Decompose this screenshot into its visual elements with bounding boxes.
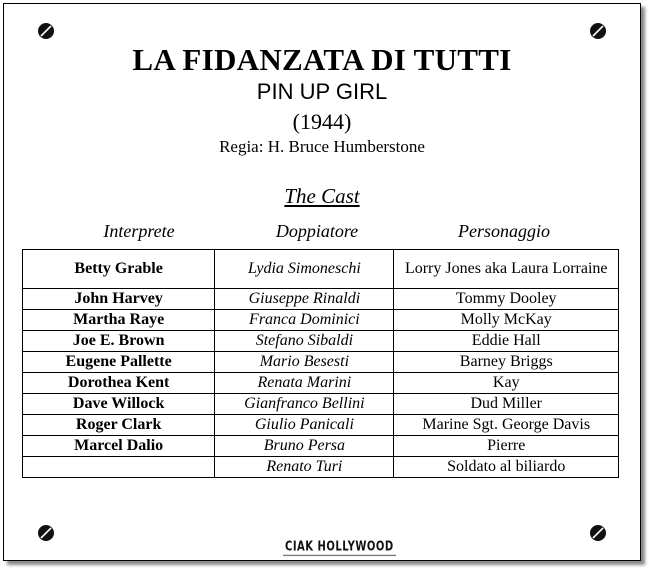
actor-cell: Eugene Pallette [23, 352, 215, 373]
dubber-cell: Bruno Persa [215, 436, 394, 457]
film-title: LA FIDANZATA DI TUTTI [132, 42, 512, 77]
table-row [23, 373, 619, 394]
actor-cell: Betty Grable [23, 250, 215, 289]
dubber-cell: Gianfranco Bellini [215, 394, 394, 415]
dubber-cell: Renato Turi [215, 457, 394, 478]
table-row [23, 250, 619, 289]
column-header-personaggio: Personaggio [458, 221, 550, 241]
table-row [23, 394, 619, 415]
actor-cell: Dave Willock [23, 394, 215, 415]
column-header-interprete: Interprete [103, 221, 175, 241]
table-row [23, 436, 619, 457]
actor-cell: Roger Clark [23, 415, 215, 436]
plaque [3, 3, 641, 561]
dubber-cell: Mario Besesti [215, 352, 394, 373]
dubber-cell: Franca Dominici [215, 310, 394, 331]
dubber-cell: Giuseppe Rinaldi [215, 289, 394, 310]
role-cell: Kay [394, 373, 619, 394]
table-row [23, 289, 619, 310]
actor-cell: Dorothea Kent [23, 373, 215, 394]
role-cell: Eddie Hall [394, 331, 619, 352]
release-year: (1944) [292, 109, 352, 134]
role-cell: Pierre [394, 436, 619, 457]
role-cell: Soldato al biliardo [394, 457, 619, 478]
dubber-cell: Lydia Simoneschi [215, 250, 394, 289]
dubber-cell: Stefano Sibaldi [215, 331, 394, 352]
table-row [23, 415, 619, 436]
actor-cell: John Harvey [23, 289, 215, 310]
actor-cell: Marcel Dalio [23, 436, 215, 457]
table-row [23, 310, 619, 331]
actor-cell: Joe E. Brown [23, 331, 215, 352]
role-cell: Marine Sgt. George Davis [394, 415, 619, 436]
column-header-doppiatore: Doppiatore [275, 221, 359, 241]
cast-table [22, 249, 619, 478]
table-row [23, 352, 619, 373]
screw-icon [589, 524, 607, 542]
actor-cell: Martha Raye [23, 310, 215, 331]
table-row [23, 457, 619, 478]
screw-icon [589, 22, 607, 40]
role-cell: Molly McKay [394, 310, 619, 331]
table-row [23, 331, 619, 352]
original-title: PIN UP GIRL [256, 79, 388, 104]
screw-icon [37, 22, 55, 40]
role-cell: Barney Briggs [394, 352, 619, 373]
role-cell: Dud Miller [394, 394, 619, 415]
cast-heading: The Cast [284, 184, 360, 208]
role-cell: Lorry Jones aka Laura Lorraine [394, 250, 619, 289]
dubber-cell: Renata Marini [215, 373, 394, 394]
actor-cell [23, 457, 215, 478]
ciak-hollywood-logo: CIAK HOLLYWOOD [285, 539, 394, 555]
role-cell: Tommy Dooley [394, 289, 619, 310]
dubber-cell: Giulio Panicali [215, 415, 394, 436]
director-credit: Regia: H. Bruce Humberstone [219, 137, 425, 156]
screw-icon [37, 524, 55, 542]
